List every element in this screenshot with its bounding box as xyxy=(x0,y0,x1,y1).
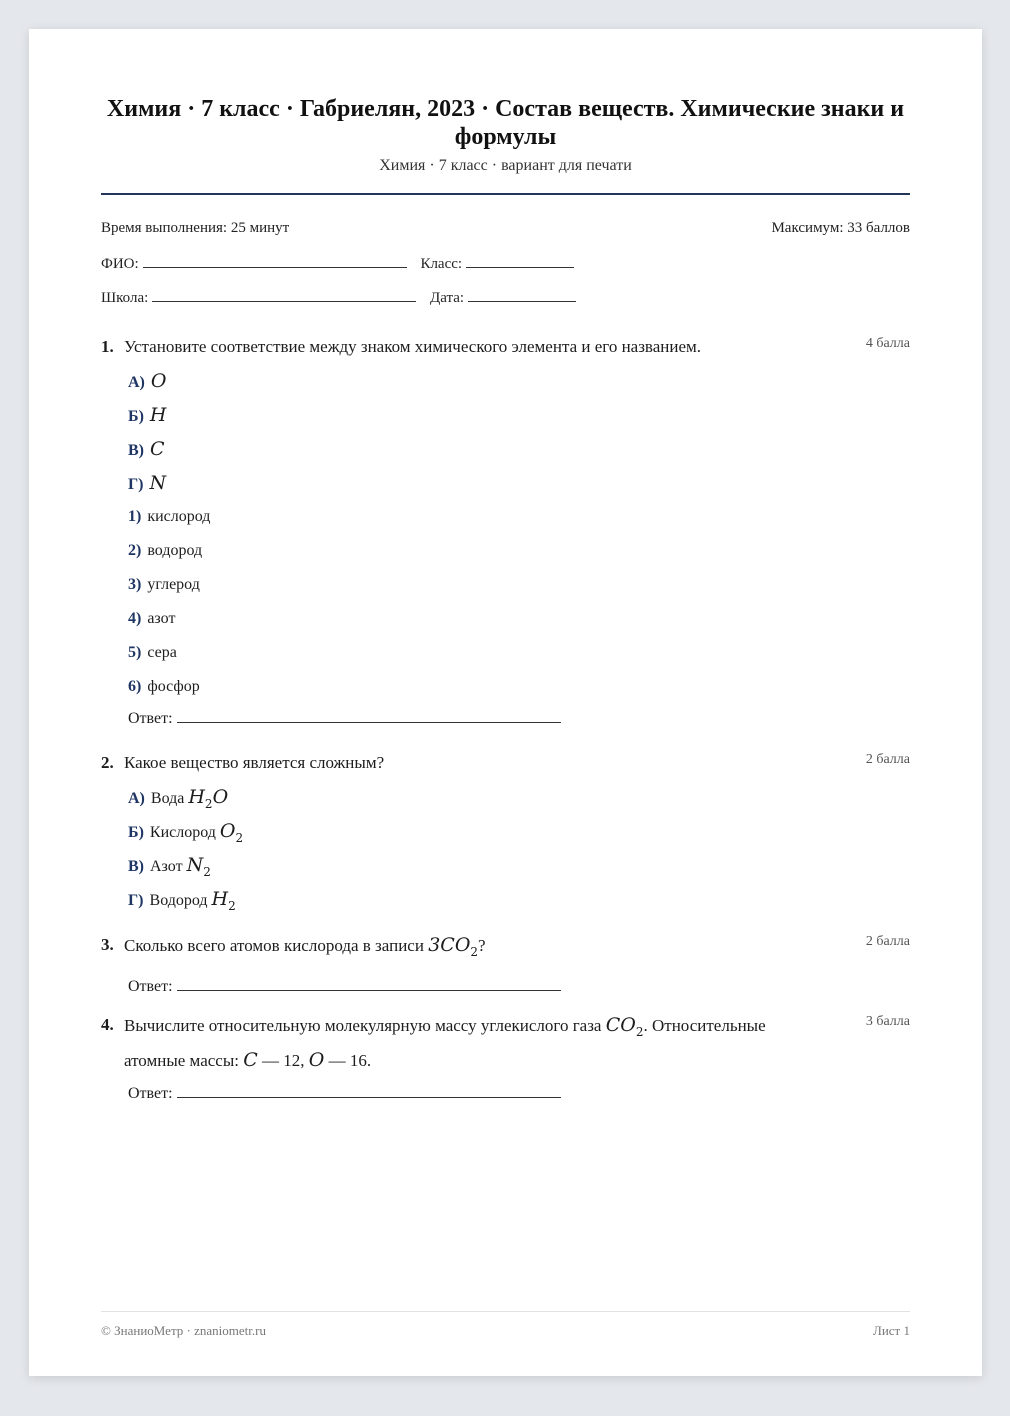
date-field[interactable] xyxy=(468,287,576,302)
item-label: Г) xyxy=(128,476,144,493)
question-1 xyxy=(101,333,910,734)
question-number: 4. xyxy=(101,1015,114,1034)
fio-field[interactable] xyxy=(143,253,407,268)
element-symbol: N xyxy=(149,472,167,494)
match-option-6 xyxy=(128,670,910,704)
element-symbol: C xyxy=(150,438,165,460)
element-symbol: O xyxy=(150,370,167,392)
option-formula: $O_2$ xyxy=(219,820,244,845)
date-label: Дата: xyxy=(430,290,465,306)
option-label: 4) xyxy=(128,610,142,627)
option-a[interactable] xyxy=(128,780,910,814)
worksheet-page xyxy=(29,29,982,1376)
student-name-row xyxy=(101,253,910,273)
option-text: сера xyxy=(147,644,177,661)
item-label: А) xyxy=(128,374,145,391)
meta-info-row xyxy=(101,220,910,237)
footer-divider xyxy=(101,1311,910,1312)
question-number: 1. xyxy=(101,337,114,356)
page-title: Химия · 7 класс · Габриелян, 2023 · Состав веществ. Химические знаки и формулы xyxy=(106,96,905,150)
match-item-a xyxy=(128,364,910,398)
option-label: 3) xyxy=(128,576,142,593)
match-option-3 xyxy=(128,568,910,602)
match-option-2 xyxy=(128,534,910,568)
answer-field[interactable] xyxy=(177,708,561,723)
option-label: Б) xyxy=(128,824,144,841)
option-label: А) xyxy=(128,790,145,807)
question-text: Сколько всего атомов кислорода в записи $3CO_2$? xyxy=(124,934,486,959)
question-number: 3. xyxy=(101,935,114,954)
match-item-g xyxy=(128,466,910,500)
class-label: Класс: xyxy=(420,256,463,272)
item-label: Б) xyxy=(128,408,144,425)
question-number: 2. xyxy=(101,753,114,772)
question-points: 4 балла xyxy=(865,336,910,351)
time-limit: Время выполнения: 25 минут xyxy=(101,220,290,236)
question-formula: $CO_2$ xyxy=(605,1014,644,1039)
item-label: В) xyxy=(128,442,144,459)
option-text: Кислород xyxy=(149,824,216,841)
option-label: 6) xyxy=(128,678,142,695)
option-text: кислород xyxy=(147,508,211,525)
option-formula: $N_2$ xyxy=(186,854,211,879)
answer-line xyxy=(128,1079,910,1109)
option-b[interactable] xyxy=(128,814,910,848)
answer-line xyxy=(128,972,910,1002)
answer-label: Ответ: xyxy=(128,1084,173,1102)
option-label: 2) xyxy=(128,542,142,559)
page-number: Лист 1 xyxy=(873,1323,910,1338)
option-formula: $H_2O$ xyxy=(188,786,229,811)
option-text: Водород xyxy=(149,892,208,909)
match-option-4 xyxy=(128,602,910,636)
option-label: В) xyxy=(128,858,144,875)
match-item-v xyxy=(128,432,910,466)
question-2 xyxy=(101,749,910,916)
answer-label: Ответ: xyxy=(128,977,173,995)
school-label: Школа: xyxy=(101,290,149,306)
fio-label: ФИО: xyxy=(101,256,139,272)
question-formula: $3CO_2$ xyxy=(428,934,479,959)
option-label: 5) xyxy=(128,644,142,661)
question-3 xyxy=(101,931,910,1002)
option-text: фосфор xyxy=(147,678,200,695)
option-text: водород xyxy=(147,542,203,559)
page-footer xyxy=(101,1323,910,1339)
match-item-b xyxy=(128,398,910,432)
page-subtitle: Химия · 7 класс · вариант для печати xyxy=(379,157,632,174)
max-score: Максимум: 33 баллов xyxy=(771,220,910,236)
header-divider xyxy=(101,193,910,195)
option-label: 1) xyxy=(128,508,142,525)
question-text: Какое вещество является сложным? xyxy=(124,753,385,772)
question-points: 2 балла xyxy=(865,934,910,949)
footer-copyright: © ЗнаниоМетр · znaniometr.ru xyxy=(101,1323,266,1338)
match-option-5 xyxy=(128,636,910,670)
option-text: углерод xyxy=(147,576,200,593)
question-4 xyxy=(101,1011,910,1109)
match-option-1 xyxy=(128,500,910,534)
answer-field[interactable] xyxy=(177,1083,561,1098)
option-v[interactable] xyxy=(128,848,910,882)
option-text: Азот xyxy=(150,858,183,875)
element-symbol: H xyxy=(149,404,167,426)
school-field[interactable] xyxy=(152,287,416,302)
question-points: 2 балла xyxy=(865,752,910,767)
class-field[interactable] xyxy=(466,253,574,268)
question-text: Установите соответствие между знаком химического элемента и его названием. xyxy=(124,337,702,356)
option-label: Г) xyxy=(128,892,144,909)
answer-line xyxy=(128,704,910,734)
answer-label: Ответ: xyxy=(128,710,173,727)
question-points: 3 балла xyxy=(865,1014,910,1029)
answer-field[interactable] xyxy=(177,976,561,991)
school-row xyxy=(101,287,910,307)
option-text: азот xyxy=(147,610,176,627)
question-text: Вычислите относительную молекулярную массу углекислого газа $CO_2$. Относительные атомные массы: C — 12, O — 16. xyxy=(124,1014,766,1071)
option-text: Вода xyxy=(150,790,185,807)
option-formula: $H_2$ xyxy=(211,888,236,913)
option-g[interactable] xyxy=(128,882,910,916)
